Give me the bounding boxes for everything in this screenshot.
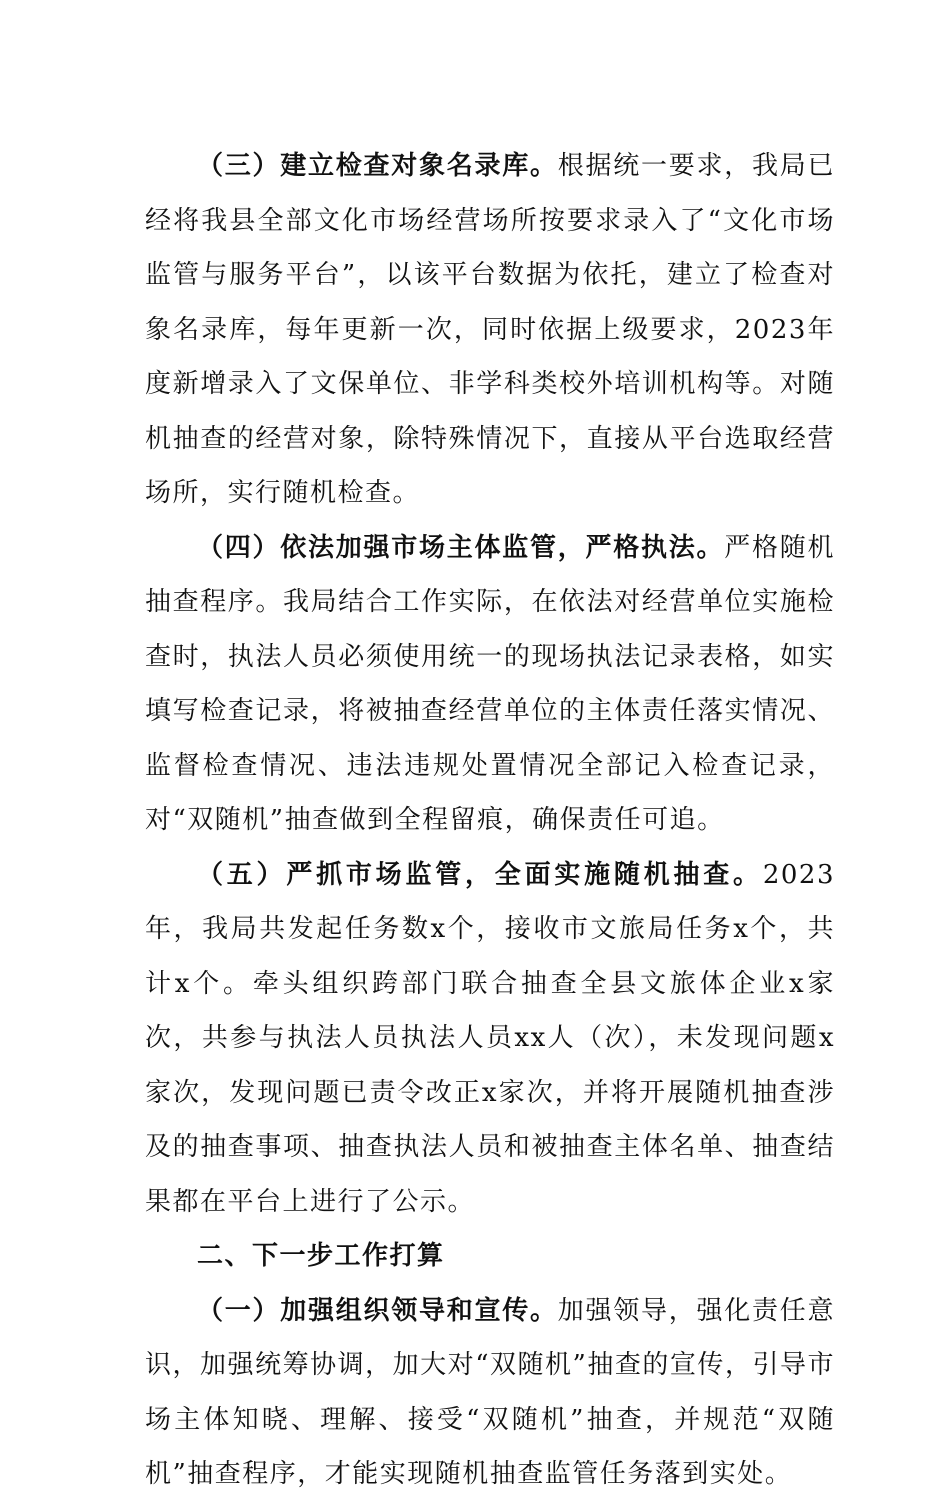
paragraph-text: 2023年，我局共发起任务数x个，接收市文旅局任务x个，共计x个。牵头组织跨部门联合抽查全县文旅体企业x家次，共参与执法人员执法人员xx人（次），未发现问题x家次，发现问题已责令改正x家次，并将开展随机抽查涉及的抽查事项、抽查执法人员和被抽查主体名单、抽查结果都在平台上进行了公示。: [145, 859, 835, 1217]
paragraph-market-supervision: [145, 521, 835, 848]
paragraph-lead: （五）严抓市场监管，全面实施随机抽查。: [197, 859, 763, 890]
paragraph-text: 根据统一要求，我局已经将我县全部文化市场经营场所按要求录入了“文化市场监管与服务平台”，以该平台数据为依托，建立了检查对象名录库，每年更新一次，同时依据上级要求，2023年度新增录入了文保单位、非学科类校外培训机构等。对随机抽查的经营对象，除特殊情况下，直接从平台选取经营场所，实行随机检查。: [145, 151, 835, 508]
paragraph-text: 加强领导，强化责任意识，加强统筹协调，加大对“双随机”抽查的宣传，引导市场主体知晓、理解、接受“双随机”抽查，并规范“双随机”抽查程序，才能实现随机抽查监管任务落到实处。: [145, 1295, 835, 1489]
paragraph-inspection-directory: [145, 139, 835, 521]
paragraph-lead: （一）加强组织领导和宣传。: [197, 1295, 558, 1326]
paragraph-lead: （四）依法加强市场主体监管，严格执法。: [197, 532, 725, 563]
document-body: [145, 139, 835, 1502]
paragraph-leadership-publicity: [145, 1284, 835, 1502]
paragraph-random-inspection: [145, 848, 835, 1230]
paragraph-lead: （三）建立检查对象名录库。: [197, 151, 558, 181]
section-heading-next-steps: 二、下一步工作打算: [197, 1241, 445, 1271]
paragraph-text: 严格随机抽查程序。我局结合工作实际，在依法对经营单位实施检查时，执法人员必须使用统一的现场执法记录表格，如实填写检查记录，将被抽查经营单位的主体责任落实情况、监督检查情况、违法违规处置情况全部记入检查记录，对“双随机”抽查做到全程留痕，确保责任可追。: [145, 532, 835, 835]
